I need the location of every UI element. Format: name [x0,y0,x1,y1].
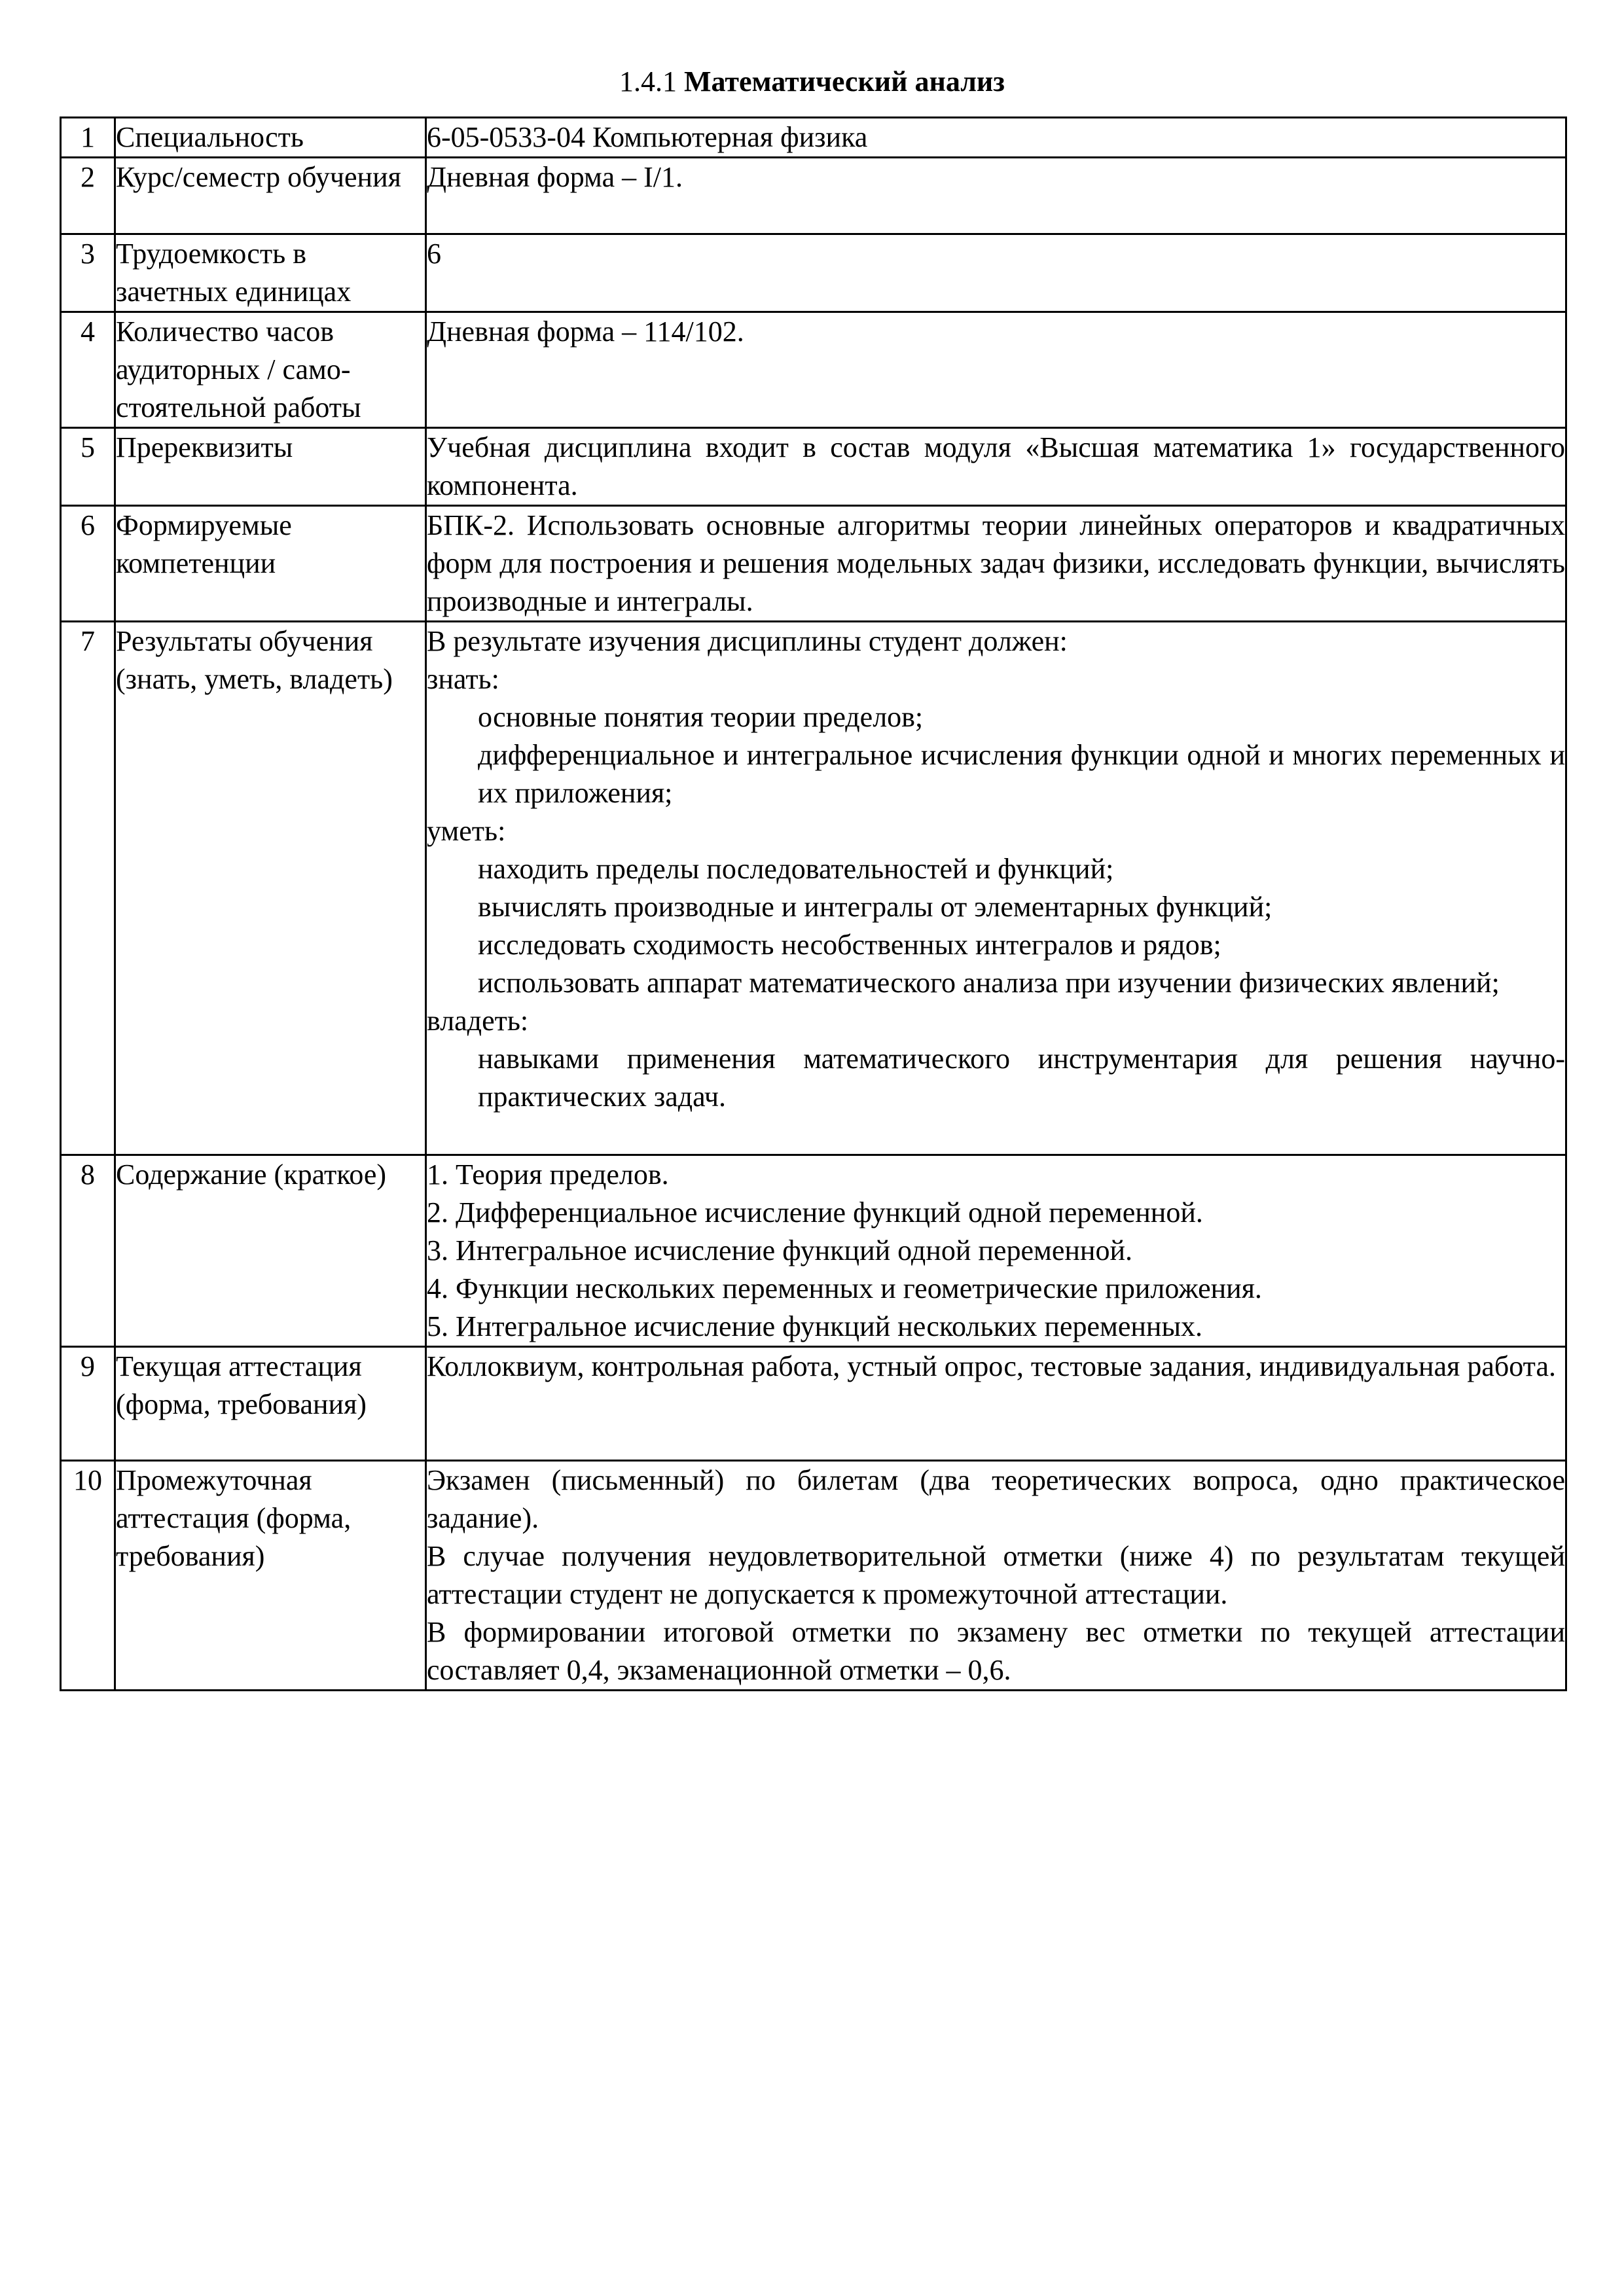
row-number: 7 [61,622,115,1155]
outcomes-intro: В результате изучения дисциплины студент должен: [427,625,1068,657]
paragraph: В формировании итоговой отметки по экзамену вес отметки по текущей аттестации составляет 0,4, экзаменационной отметки – 0,6. [427,1616,1565,1686]
row-number: 3 [61,234,115,312]
own-heading: владеть: [427,1005,529,1037]
table-row [61,1347,1566,1461]
row-number: 10 [61,1461,115,1691]
table-row [61,622,1566,1155]
learning-outcomes [426,622,1566,1155]
row-number: 5 [61,428,115,506]
row-label: Специальность [115,118,426,158]
row-label: Содержание (краткое) [115,1155,426,1347]
list-item: находить пределы последовательностей и функций; [478,853,1114,885]
row-number: 1 [61,118,115,158]
list-item: навыками применения математического инструментария для решения научно-практических задач. [478,1043,1565,1113]
row-value: Коллоквиум, контрольная работа, устный опрос, тестовые задания, индивидуальная работа. [426,1347,1566,1461]
row-number: 4 [61,312,115,428]
know-heading: знать: [427,663,499,695]
row-value: БПК-2. Использовать основные алгоритмы теории линейных операторов и квадратичных форм для построения и решения модельных задач физики, исследовать функции, вычислять производные и интегралы. [426,506,1566,622]
list-item: 3. Интегральное исчисление функций одной переменной. [427,1234,1132,1266]
can-heading: уметь: [427,815,506,847]
row-label: Количество часов аудиторных / самостоятельной работы [115,312,426,428]
row-number: 8 [61,1155,115,1347]
content-list [426,1155,1566,1347]
row-label: Текущая аттестация (форма, требования) [115,1347,426,1461]
list-item: вычислять производные и интегралы от элементарных функций; [478,891,1272,923]
row-label: Формируемые компетенции [115,506,426,622]
paragraph: Экзамен (письменный) по билетам (два теоретических вопроса, одно практическое задание). [427,1464,1565,1534]
table-row [61,312,1566,428]
row-label: Результаты обучения (знать, уметь, владеть) [115,622,426,1155]
list-item: исследовать сходимость несобственных интегралов и рядов; [478,929,1221,961]
list-item: дифференциальное и интегральное исчисления функции одной и многих переменных и их приложения; [478,739,1565,809]
row-label: Трудоемкость в зачетных единицах [115,234,426,312]
row-label: Курс/семестр обучения [115,158,426,234]
table-row [61,118,1566,158]
table-row [61,1155,1566,1347]
table-row [61,158,1566,234]
row-value: Дневная форма – 114/102. [426,312,1566,428]
table-row [61,428,1566,506]
row-label: Пререквизиты [115,428,426,506]
list-item: 1. Теория пределов. [427,1158,669,1191]
assessment-text [426,1461,1566,1691]
list-item: основные понятия теории пределов; [478,701,924,733]
row-value: Дневная форма – I/1. [426,158,1566,234]
discipline-table [60,117,1567,1691]
list-item: 2. Дифференциальное исчисление функций одной переменной. [427,1196,1203,1229]
row-value: Учебная дисциплина входит в состав модуля «Высшая математика 1» государственного компонента. [426,428,1566,506]
row-value: 6 [426,234,1566,312]
list-item: 4. Функции нескольких переменных и геометрические приложения. [427,1272,1262,1304]
title-name: Математический анализ [684,65,1005,98]
list-item: 5. Интегральное исчисление функций нескольких переменных. [427,1310,1203,1342]
row-number: 9 [61,1347,115,1461]
table-row [61,1461,1566,1691]
list-item: использовать аппарат математического анализа при изучении физических явлений; [478,967,1500,999]
row-number: 2 [61,158,115,234]
page-title [0,63,1624,101]
row-value: 6-05-0533-04 Компьютерная физика [426,118,1566,158]
row-number: 6 [61,506,115,622]
paragraph: В случае получения неудовлетворительной отметки (ниже 4) по результатам текущей аттестации студент не допускается к промежуточной аттестации. [427,1540,1565,1610]
table-row [61,234,1566,312]
table-row [61,506,1566,622]
title-number: 1.4.1 [619,65,677,98]
row-label: Промежуточная аттестация (форма, требования) [115,1461,426,1691]
